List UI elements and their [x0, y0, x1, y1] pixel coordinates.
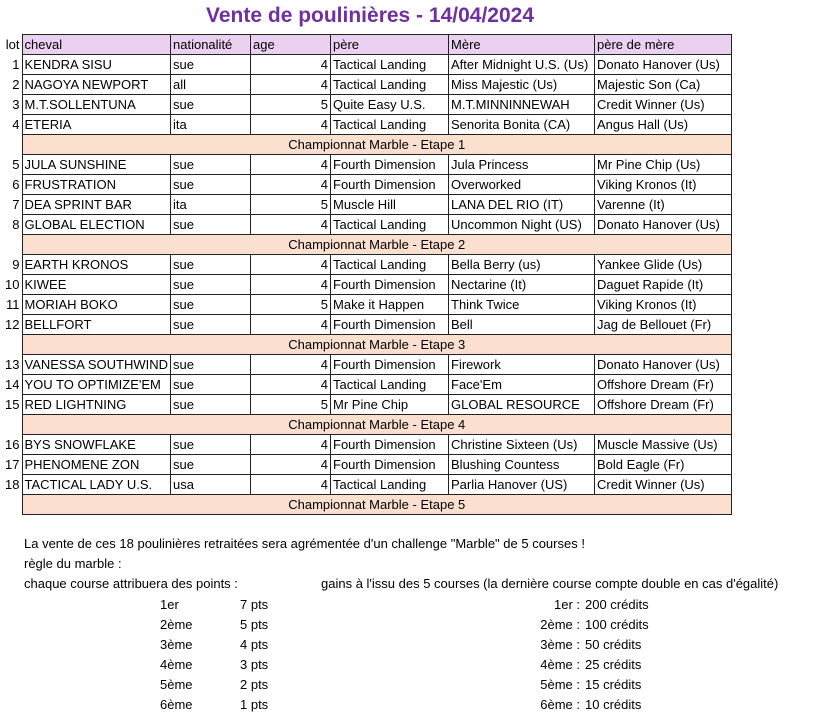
pere-de-mere-cell[interactable]: Daguet Rapide (It) [595, 275, 732, 295]
nationalite-cell[interactable]: ita [171, 115, 251, 135]
pere-de-mere-cell[interactable]: Credit Winner (Us) [595, 475, 732, 495]
pere-cell[interactable]: Fourth Dimension [331, 355, 449, 375]
header-age[interactable]: age [251, 35, 331, 55]
table-row[interactable] [0, 455, 732, 475]
stage-spacer [0, 135, 22, 155]
gain-amount: 50 crédits [585, 637, 642, 652]
cheval-cell[interactable]: VANESSA SOUTHWIND [22, 355, 171, 375]
gains-title: gains à l'issu des 5 courses (la dernière course compte double en cas d'égalité) [321, 576, 779, 591]
cheval-cell[interactable]: NAGOYA NEWPORT [22, 75, 171, 95]
points-place: 3ème [160, 637, 193, 652]
points-value: 3 pts [240, 657, 269, 672]
points-place: 2ème [160, 617, 193, 632]
gain-place: 2ème : [540, 617, 580, 632]
nationalite-cell[interactable]: sue [171, 455, 251, 475]
gain-place: 3ème : [540, 637, 580, 652]
pere-de-mere-cell[interactable]: Offshore Dream (Fr) [595, 375, 732, 395]
stage-label: Championnat Marble - Etape 1 [22, 135, 732, 155]
age-cell[interactable]: 4 [251, 55, 331, 75]
points-place: 1er [160, 597, 179, 612]
pere-de-mere-cell[interactable]: Muscle Massive (Us) [595, 435, 732, 455]
cheval-cell[interactable]: PHENOMENE ZON [22, 455, 171, 475]
points-value: 5 pts [240, 617, 269, 632]
nationalite-cell[interactable]: sue [171, 175, 251, 195]
nationalite-cell[interactable]: sue [171, 255, 251, 275]
pere-de-mere-cell[interactable]: Viking Kronos (It) [595, 175, 732, 195]
points-value: 2 pts [240, 677, 269, 692]
table-row[interactable] [0, 95, 732, 115]
pere-cell[interactable]: Mr Pine Chip [331, 395, 449, 415]
cheval-cell[interactable]: KENDRA SISU [22, 55, 171, 75]
pere-cell[interactable]: Fourth Dimension [331, 275, 449, 295]
pere-cell[interactable]: Make it Happen [331, 295, 449, 315]
mere-cell[interactable]: Nectarine (It) [449, 275, 595, 295]
pere-de-mere-cell[interactable]: Angus Hall (Us) [595, 115, 732, 135]
cheval-cell[interactable]: TACTICAL LADY U.S. [22, 475, 171, 495]
stage-row [0, 335, 732, 355]
points-place: 5ème [160, 677, 193, 692]
table-row[interactable] [0, 175, 732, 195]
stage-spacer [0, 495, 22, 515]
age-cell[interactable]: 4 [251, 115, 331, 135]
nationalite-cell[interactable]: sue [171, 215, 251, 235]
age-cell[interactable]: 4 [251, 355, 331, 375]
cheval-cell[interactable]: BELLFORT [22, 315, 171, 335]
cheval-cell[interactable]: ETERIA [22, 115, 171, 135]
gain-amount: 10 crédits [585, 697, 642, 712]
age-cell[interactable]: 4 [251, 215, 331, 235]
stage-row [0, 135, 732, 155]
table-row[interactable] [0, 475, 732, 495]
mere-cell[interactable]: Bell [449, 315, 595, 335]
age-cell[interactable]: 5 [251, 295, 331, 315]
table-row[interactable] [0, 295, 732, 315]
sale-table-body [0, 35, 732, 515]
lot-cell[interactable]: 8 [12, 217, 20, 232]
nationalite-cell[interactable]: sue [171, 55, 251, 75]
sale-table [0, 34, 732, 515]
lot-cell[interactable]: 3 [12, 97, 20, 112]
notes-intro: La vente de ces 18 poulinières retraitées sera agrémentée d'un challenge "Marble" de 5 courses ! [24, 536, 585, 551]
pere-cell[interactable]: Tactical Landing [331, 215, 449, 235]
header-pere[interactable]: père [331, 35, 449, 55]
stage-row [0, 495, 732, 515]
lot-cell[interactable]: 4 [12, 117, 20, 132]
pere-cell[interactable]: Tactical Landing [331, 475, 449, 495]
stage-label: Championnat Marble - Etape 3 [22, 335, 732, 355]
lot-cell[interactable]: 17 [5, 457, 20, 472]
pere-de-mere-cell[interactable]: Bold Eagle (Fr) [595, 455, 732, 475]
points-place: 6ème [160, 697, 193, 712]
mere-cell[interactable]: Miss Majestic (Us) [449, 75, 595, 95]
pere-de-mere-cell[interactable]: Offshore Dream (Fr) [595, 395, 732, 415]
cheval-cell[interactable]: BYS SNOWFLAKE [22, 435, 171, 455]
lot-cell[interactable]: 13 [5, 357, 20, 372]
pere-cell[interactable]: Fourth Dimension [331, 435, 449, 455]
nationalite-cell[interactable]: sue [171, 435, 251, 455]
mere-cell[interactable]: Overworked [449, 175, 595, 195]
nationalite-cell[interactable]: usa [171, 475, 251, 495]
stage-row [0, 415, 732, 435]
mere-cell[interactable]: M.T.MINNINNEWAH [449, 95, 595, 115]
table-row[interactable] [0, 355, 732, 375]
header-lot: lot [0, 35, 22, 55]
mere-cell[interactable]: Parlia Hanover (US) [449, 475, 595, 495]
gain-amount: 200 crédits [585, 597, 649, 612]
nationalite-cell[interactable]: sue [171, 295, 251, 315]
lot-cell[interactable]: 7 [12, 197, 20, 212]
mere-cell[interactable]: Christine Sixteen (Us) [449, 435, 595, 455]
age-cell[interactable]: 5 [251, 95, 331, 115]
pere-cell[interactable]: Muscle Hill [331, 195, 449, 215]
age-cell[interactable]: 4 [251, 275, 331, 295]
pere-cell[interactable]: Tactical Landing [331, 75, 449, 95]
mere-cell[interactable]: Jula Princess [449, 155, 595, 175]
age-cell[interactable]: 4 [251, 175, 331, 195]
nationalite-cell[interactable]: sue [171, 315, 251, 335]
stage-label: Championnat Marble - Etape 5 [22, 495, 732, 515]
lot-cell[interactable]: 1 [12, 57, 20, 72]
nationalite-cell[interactable]: sue [171, 375, 251, 395]
stage-spacer [0, 415, 22, 435]
lot-cell[interactable]: 16 [5, 437, 20, 452]
cheval-cell[interactable]: MORIAH BOKO [22, 295, 171, 315]
lot-cell[interactable]: 2 [12, 77, 20, 92]
cheval-cell[interactable]: GLOBAL ELECTION [22, 215, 171, 235]
cheval-cell[interactable]: YOU TO OPTIMIZE'EM [22, 375, 171, 395]
cheval-cell[interactable]: RED LIGHTNING [22, 395, 171, 415]
age-cell[interactable]: 4 [251, 75, 331, 95]
age-cell[interactable]: 4 [251, 475, 331, 495]
pere-de-mere-cell[interactable]: Jag de Bellouet (Fr) [595, 315, 732, 335]
gain-amount: 100 crédits [585, 617, 649, 632]
gain-place: 5ème : [540, 677, 580, 692]
nationalite-cell[interactable]: sue [171, 395, 251, 415]
lot-cell[interactable]: 10 [5, 277, 20, 292]
table-row[interactable] [0, 435, 732, 455]
table-row[interactable] [0, 395, 732, 415]
pere-de-mere-cell[interactable]: Varenne (It) [595, 195, 732, 215]
pere-de-mere-cell[interactable]: Credit Winner (Us) [595, 95, 732, 115]
table-row[interactable] [0, 275, 732, 295]
nationalite-cell[interactable]: sue [171, 95, 251, 115]
lot-cell[interactable]: 15 [5, 397, 20, 412]
mere-cell[interactable]: After Midnight U.S. (Us) [449, 55, 595, 75]
table-row[interactable] [0, 115, 732, 135]
age-cell[interactable]: 4 [251, 435, 331, 455]
age-cell[interactable]: 5 [251, 195, 331, 215]
page-title: Vente de poulinières - 14/04/2024 [206, 4, 534, 27]
table-row[interactable] [0, 255, 732, 275]
pere-de-mere-cell[interactable]: Donato Hanover (Us) [595, 215, 732, 235]
mere-cell[interactable]: Blushing Countess [449, 455, 595, 475]
stage-label: Championnat Marble - Etape 2 [22, 235, 732, 255]
stage-spacer [0, 335, 22, 355]
pere-de-mere-cell[interactable]: Yankee Glide (Us) [595, 255, 732, 275]
points-title: chaque course attribuera des points : [24, 576, 238, 591]
pere-de-mere-cell[interactable]: Donato Hanover (Us) [595, 55, 732, 75]
cheval-cell[interactable]: JULA SUNSHINE [22, 155, 171, 175]
nationalite-cell[interactable]: sue [171, 275, 251, 295]
stage-label: Championnat Marble - Etape 4 [22, 415, 732, 435]
lot-cell[interactable]: 5 [12, 157, 20, 172]
pere-de-mere-cell[interactable]: Viking Kronos (It) [595, 295, 732, 315]
table-header-row [0, 35, 732, 55]
pere-cell[interactable]: Tactical Landing [331, 55, 449, 75]
table-row[interactable] [0, 155, 732, 175]
cheval-cell[interactable]: DEA SPRINT BAR [22, 195, 171, 215]
header-cheval[interactable]: cheval [22, 35, 171, 55]
points-place: 4ème [160, 657, 193, 672]
table-row[interactable] [0, 195, 732, 215]
mere-cell[interactable]: Think Twice [449, 295, 595, 315]
lot-cell[interactable]: 6 [12, 177, 20, 192]
mere-cell[interactable]: Senorita Bonita (CA) [449, 115, 595, 135]
mere-cell[interactable]: LANA DEL RIO (IT) [449, 195, 595, 215]
pere-cell[interactable]: Fourth Dimension [331, 175, 449, 195]
pere-cell[interactable]: Fourth Dimension [331, 455, 449, 475]
age-cell[interactable]: 4 [251, 255, 331, 275]
stage-row [0, 235, 732, 255]
gain-amount: 15 crédits [585, 677, 642, 692]
pere-cell[interactable]: Fourth Dimension [331, 315, 449, 335]
nationalite-cell[interactable]: all [171, 75, 251, 95]
pere-cell[interactable]: Fourth Dimension [331, 155, 449, 175]
header-mere[interactable]: Mère [449, 35, 595, 55]
table-row[interactable] [0, 375, 732, 395]
mere-cell[interactable]: Bella Berry (us) [449, 255, 595, 275]
age-cell[interactable]: 4 [251, 455, 331, 475]
table-row[interactable] [0, 55, 732, 75]
gain-amount: 25 crédits [585, 657, 642, 672]
lot-cell[interactable]: 14 [5, 377, 20, 392]
mere-cell[interactable]: GLOBAL RESOURCE [449, 395, 595, 415]
age-cell[interactable]: 4 [251, 155, 331, 175]
mere-cell[interactable]: Firework [449, 355, 595, 375]
age-cell[interactable]: 4 [251, 375, 331, 395]
points-value: 1 pts [240, 697, 269, 712]
cheval-cell[interactable]: KIWEE [22, 275, 171, 295]
pere-de-mere-cell[interactable]: Donato Hanover (Us) [595, 355, 732, 375]
points-value: 4 pts [240, 637, 269, 652]
pere-cell[interactable]: Tactical Landing [331, 375, 449, 395]
gain-place: 1er : [553, 597, 580, 612]
cheval-cell[interactable]: M.T.SOLLENTUNA [22, 95, 171, 115]
cheval-cell[interactable]: FRUSTRATION [22, 175, 171, 195]
age-cell[interactable]: 5 [251, 395, 331, 415]
nationalite-cell[interactable]: sue [171, 355, 251, 375]
mere-cell[interactable]: Uncommon Night (US) [449, 215, 595, 235]
header-nationalite[interactable]: nationalité [171, 35, 251, 55]
lot-cell[interactable]: 9 [12, 257, 20, 272]
table-row[interactable] [0, 75, 732, 95]
notes-rule: règle du marble : [24, 556, 122, 571]
gain-place: 6ème : [540, 697, 580, 712]
points-value: 7 pts [240, 597, 269, 612]
header-pere-de-mere[interactable]: père de mère [595, 35, 732, 55]
pere-cell[interactable]: Tactical Landing [331, 255, 449, 275]
pere-cell[interactable]: Tactical Landing [331, 115, 449, 135]
lot-cell[interactable]: 11 [6, 297, 20, 312]
cheval-cell[interactable]: EARTH KRONOS [22, 255, 171, 275]
nationalite-cell[interactable]: sue [171, 155, 251, 175]
lot-cell[interactable]: 12 [5, 317, 20, 332]
gain-place: 4ème : [540, 657, 580, 672]
stage-spacer [0, 235, 22, 255]
mere-cell[interactable]: Face'Em [449, 375, 595, 395]
table-row[interactable] [0, 215, 732, 235]
pere-de-mere-cell[interactable]: Majestic Son (Ca) [595, 75, 732, 95]
age-cell[interactable]: 4 [251, 315, 331, 335]
nationalite-cell[interactable]: ita [171, 195, 251, 215]
lot-cell[interactable]: 18 [5, 477, 20, 492]
pere-de-mere-cell[interactable]: Mr Pine Chip (Us) [595, 155, 732, 175]
table-row[interactable] [0, 315, 732, 335]
pere-cell[interactable]: Quite Easy U.S. [331, 95, 449, 115]
